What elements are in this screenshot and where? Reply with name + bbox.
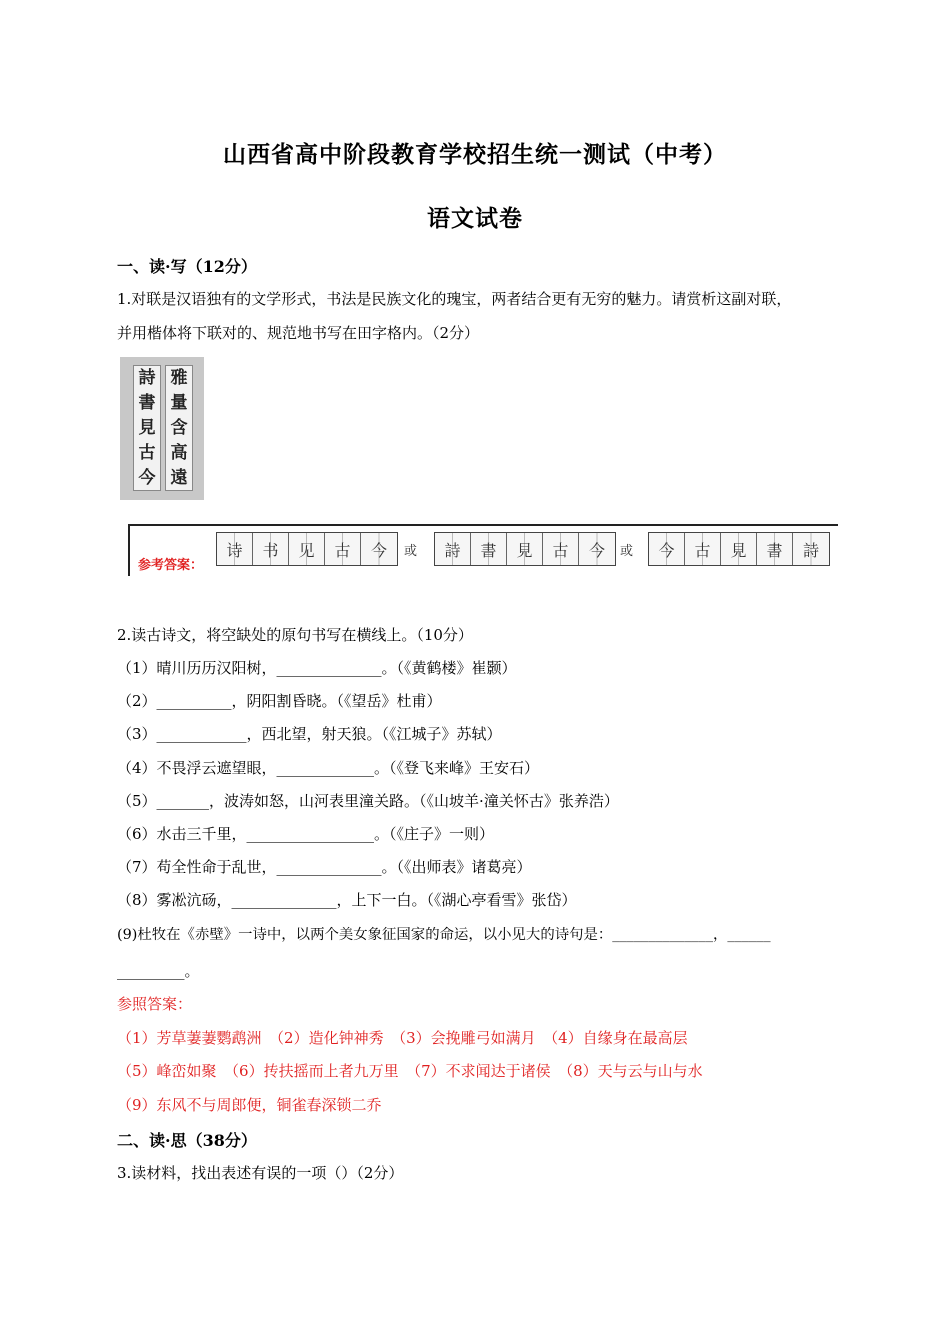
or-separator-1: 或: [404, 544, 418, 559]
grid-cell: 見: [721, 533, 757, 565]
grid-cell: 今: [361, 533, 397, 565]
q2-item: （2）__________，阴阳割昏晓。（《望岳》杜甫）: [117, 692, 442, 710]
couplet-char: 古: [138, 442, 156, 463]
grid-cell: 诗: [217, 533, 253, 565]
reference-answer-label: 参考答案：: [138, 558, 204, 573]
couplet-char: 雅: [170, 368, 188, 389]
q2-item: （6）水击三千里，_________________。（《庄子》一则）: [117, 825, 495, 843]
grid-cell: 書: [757, 533, 793, 565]
divider: [128, 524, 130, 576]
q2-item: _________。: [117, 962, 200, 980]
q2-item: （4）不畏浮云遮望眼，_____________。（《登飞来峰》王安石）: [117, 759, 540, 777]
q1-text-line2: 并用楷体将下联对的、规范地书写在田字格内。（2分）: [117, 324, 480, 342]
couplet-char: 見: [138, 417, 156, 438]
q2-item: (9)杜牧在《赤壁》一诗中，以两个美女象征国家的命运，以小见大的诗句是：______________，______: [117, 927, 771, 943]
grid-cell: 古: [543, 533, 579, 565]
couplet-right-scroll: [165, 365, 193, 491]
q2-item: （7）苟全性命于乱世，______________。（《出师表》诸葛亮）: [117, 858, 532, 876]
section1-heading: 一、读·写（12分）: [117, 257, 257, 276]
answer-grid-2: [434, 532, 616, 566]
divider: [128, 524, 838, 526]
answer-grid-3: [648, 532, 830, 566]
couplet-char: 遠: [170, 467, 188, 488]
grid-cell: 书: [253, 533, 289, 565]
q3-text: 3.读材料，找出表述有误的一项（）（2分）: [117, 1164, 404, 1182]
couplet-char: 高: [170, 442, 188, 463]
couplet-left-scroll: [133, 365, 161, 491]
answer-line: （5）峰峦如聚 （6）抟扶摇而上者九万里 （7）不求闻达于诸侯 （8）天与云与山与水: [117, 1062, 703, 1080]
answer-grid-1: [216, 532, 398, 566]
answers-label: 参照答案：: [117, 995, 193, 1013]
couplet-char: 書: [138, 393, 156, 414]
q2-item: （5）_______，波涛如怒，山河表里潼关路。（《山坡羊·潼关怀古》张养浩）: [117, 792, 619, 810]
couplet-image: [120, 357, 204, 500]
grid-cell: 詩: [435, 533, 471, 565]
grid-cell: 古: [325, 533, 361, 565]
grid-cell: 書: [471, 533, 507, 565]
q1-text-line1: 1.对联是汉语独有的文学形式，书法是民族文化的瑰宝，两者结合更有无穷的魅力。请赏析这副对联，: [117, 290, 792, 308]
couplet-char: 詩: [138, 368, 156, 389]
grid-cell: 詩: [793, 533, 829, 565]
grid-cell: 古: [685, 533, 721, 565]
q2-item: （3）____________，西北望，射天狼。（《江城子》苏轼）: [117, 725, 502, 743]
or-separator-2: 或: [620, 544, 634, 559]
grid-cell: 今: [649, 533, 685, 565]
grid-cell: 今: [579, 533, 615, 565]
grid-cell: 見: [507, 533, 543, 565]
q2-item: （8）雾凇沆砀，______________，上下一白。（《湖心亭看雪》张岱）: [117, 891, 577, 909]
reference-answer-image: [128, 524, 838, 576]
q2-item: （1）晴川历历汉阳树，______________。（《黄鹤楼》崔颢）: [117, 659, 517, 677]
answer-line: （1）芳草萋萋鹦鹉洲 （2）造化钟神秀 （3）会挽雕弓如满月 （4）自缘身在最高层: [117, 1029, 688, 1047]
couplet-char: 今: [138, 467, 156, 488]
grid-cell: 见: [289, 533, 325, 565]
couplet-char: 量: [170, 393, 188, 414]
answer-line: （9）东风不与周郎便，铜雀春深锁二乔: [117, 1096, 382, 1114]
exam-title: 山西省高中阶段教育学校招生统一测试（中考）: [223, 141, 727, 168]
exam-subtitle: 语文试卷: [427, 205, 523, 232]
section2-heading: 二、读·思（38分）: [117, 1131, 257, 1150]
couplet-char: 含: [170, 417, 188, 438]
q2-intro: 2.读古诗文，将空缺处的原句书写在横线上。（10分）: [117, 626, 473, 644]
